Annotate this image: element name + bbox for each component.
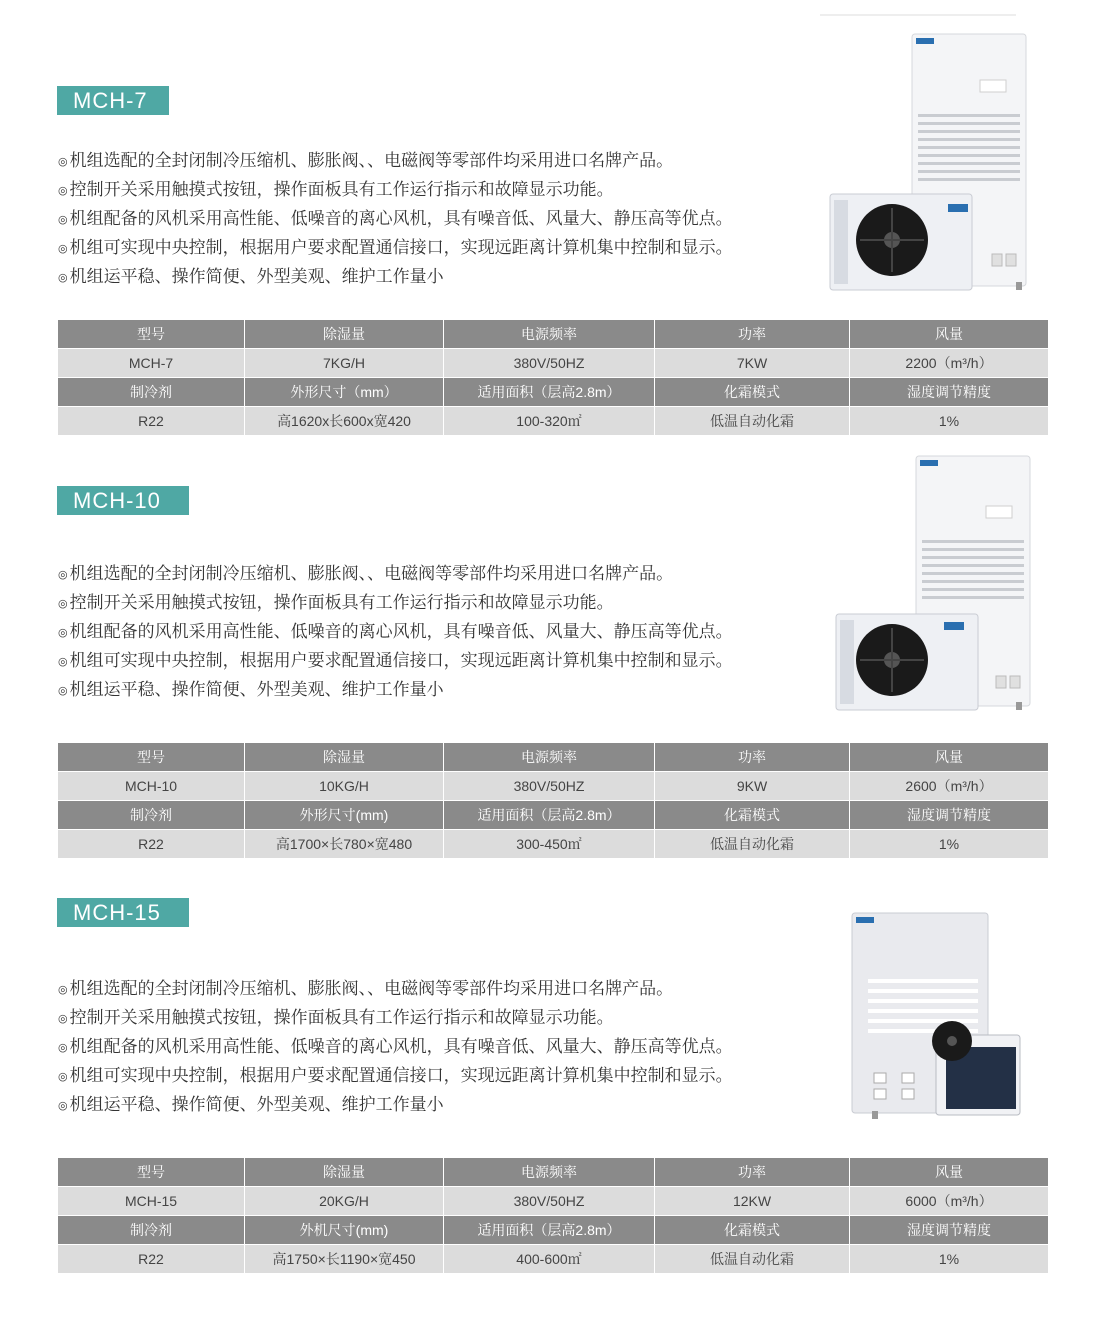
table-cell: 外形尺寸（mm） [245,378,444,407]
table-cell: 9KW [655,772,850,801]
table-cell: 外形尺寸(mm) [245,801,444,830]
table-cell: 低温自动化霜 [655,1245,850,1274]
model-title: MCH-15 [57,898,189,927]
table-cell: 1% [850,830,1049,859]
table-cell: 适用面积（层高2.8m） [444,378,655,407]
table-cell: 适用面积（层高2.8m） [444,1216,655,1245]
feature-list [58,974,733,1119]
table-cell: 制冷剂 [58,1216,245,1245]
feature-list [58,146,733,291]
table-cell: MCH-15 [58,1187,245,1216]
spec-table [57,742,1049,859]
table-header-row [58,801,1049,830]
table-row [58,1187,1049,1216]
feature-item: ◎ 控制开关采用触摸式按钮，操作面板具有工作运行指示和故障显示功能。 [58,175,733,204]
table-cell: 300-450㎡ [444,830,655,859]
feature-item: ◎ 机组配备的风机采用高性能、低噪音的离心风机，具有噪音低、风量大、静压高等优点。 [58,617,733,646]
table-header-row [58,320,1049,349]
table-cell: 7KW [655,349,850,378]
feature-item: ◎ 机组配备的风机采用高性能、低噪音的离心风机，具有噪音低、风量大、静压高等优点。 [58,204,733,233]
table-cell: 型号 [58,743,245,772]
table-cell: 400-600㎡ [444,1245,655,1274]
table-cell: 20KG/H [245,1187,444,1216]
model-title: MCH-7 [57,86,169,115]
feature-item: ◎ 机组运平稳、操作简便、外型美观、维护工作量小 [58,1090,733,1119]
table-cell: R22 [58,407,245,436]
dehumidifier-product-image [848,909,1028,1125]
table-cell: 1% [850,407,1049,436]
feature-item: ◎ 机组配备的风机采用高性能、低噪音的离心风机，具有噪音低、风量大、静压高等优点。 [58,1032,733,1061]
table-cell: 湿度调节精度 [850,378,1049,407]
table-cell: 10KG/H [245,772,444,801]
table-cell: 电源频率 [444,743,655,772]
feature-item: ◎ 机组可实现中央控制，根据用户要求配置通信接口，实现远距离计算机集中控制和显示。 [58,1061,733,1090]
table-row [58,1245,1049,1274]
table-cell: 湿度调节精度 [850,801,1049,830]
table-cell: 12KW [655,1187,850,1216]
table-cell: 功率 [655,1158,850,1187]
product-section-mch-7 [0,0,1100,440]
table-cell: 高1700×长780×宽480 [245,830,444,859]
feature-list [58,559,733,704]
table-row [58,772,1049,801]
table-cell: 低温自动化霜 [655,407,850,436]
product-section-mch-10 [0,440,1100,865]
table-cell: 7KG/H [245,349,444,378]
spec-table [57,319,1049,436]
table-header-row [58,743,1049,772]
table-cell: 380V/50HZ [444,1187,655,1216]
table-cell: 功率 [655,320,850,349]
table-row [58,830,1049,859]
feature-item: ◎ 机组运平稳、操作简便、外型美观、维护工作量小 [58,675,733,704]
table-cell: 除湿量 [245,320,444,349]
table-cell: 2600（m³/h） [850,772,1049,801]
feature-item: ◎ 机组选配的全封闭制冷压缩机、膨胀阀、、电磁阀等零部件均采用进口名牌产品。 [58,146,733,175]
feature-item: ◎ 机组选配的全封闭制冷压缩机、膨胀阀、、电磁阀等零部件均采用进口名牌产品。 [58,974,733,1003]
table-cell: MCH-10 [58,772,245,801]
table-cell: 风量 [850,1158,1049,1187]
table-cell: R22 [58,1245,245,1274]
table-cell: 制冷剂 [58,801,245,830]
table-cell: MCH-7 [58,349,245,378]
table-cell: 功率 [655,743,850,772]
table-cell: 外机尺寸(mm) [245,1216,444,1245]
table-cell: 型号 [58,320,245,349]
table-cell: 风量 [850,320,1049,349]
table-cell: 电源频率 [444,1158,655,1187]
table-cell: 除湿量 [245,1158,444,1187]
spec-table [57,1157,1049,1274]
table-cell: 化霜模式 [655,1216,850,1245]
table-header-row [58,1158,1049,1187]
table-cell: 高1750×长1190×宽450 [245,1245,444,1274]
table-cell: 380V/50HZ [444,772,655,801]
table-cell: 除湿量 [245,743,444,772]
table-cell: 6000（m³/h） [850,1187,1049,1216]
table-cell: 风量 [850,743,1049,772]
table-cell: 1% [850,1245,1049,1274]
dehumidifier-product-image [820,14,1040,296]
feature-item: ◎ 控制开关采用触摸式按钮，操作面板具有工作运行指示和故障显示功能。 [58,1003,733,1032]
table-cell: 化霜模式 [655,801,850,830]
table-header-row [58,1216,1049,1245]
table-cell: 适用面积（层高2.8m） [444,801,655,830]
table-cell: 型号 [58,1158,245,1187]
table-cell: 制冷剂 [58,378,245,407]
model-title: MCH-10 [57,486,189,515]
table-cell: 100-320㎡ [444,407,655,436]
table-cell: 电源频率 [444,320,655,349]
table-header-row [58,378,1049,407]
table-cell: 湿度调节精度 [850,1216,1049,1245]
dehumidifier-product-image [826,454,1036,716]
table-row [58,349,1049,378]
feature-item: ◎ 控制开关采用触摸式按钮，操作面板具有工作运行指示和故障显示功能。 [58,588,733,617]
table-cell: 低温自动化霜 [655,830,850,859]
table-cell: 380V/50HZ [444,349,655,378]
table-row [58,407,1049,436]
product-section-mch-15 [0,865,1100,1331]
feature-item: ◎ 机组运平稳、操作简便、外型美观、维护工作量小 [58,262,733,291]
feature-item: ◎ 机组选配的全封闭制冷压缩机、膨胀阀、、电磁阀等零部件均采用进口名牌产品。 [58,559,733,588]
table-cell: 2200（m³/h） [850,349,1049,378]
feature-item: ◎ 机组可实现中央控制，根据用户要求配置通信接口，实现远距离计算机集中控制和显示。 [58,233,733,262]
feature-item: ◎ 机组可实现中央控制，根据用户要求配置通信接口，实现远距离计算机集中控制和显示。 [58,646,733,675]
table-cell: R22 [58,830,245,859]
table-cell: 高1620x长600x宽420 [245,407,444,436]
table-cell: 化霜模式 [655,378,850,407]
